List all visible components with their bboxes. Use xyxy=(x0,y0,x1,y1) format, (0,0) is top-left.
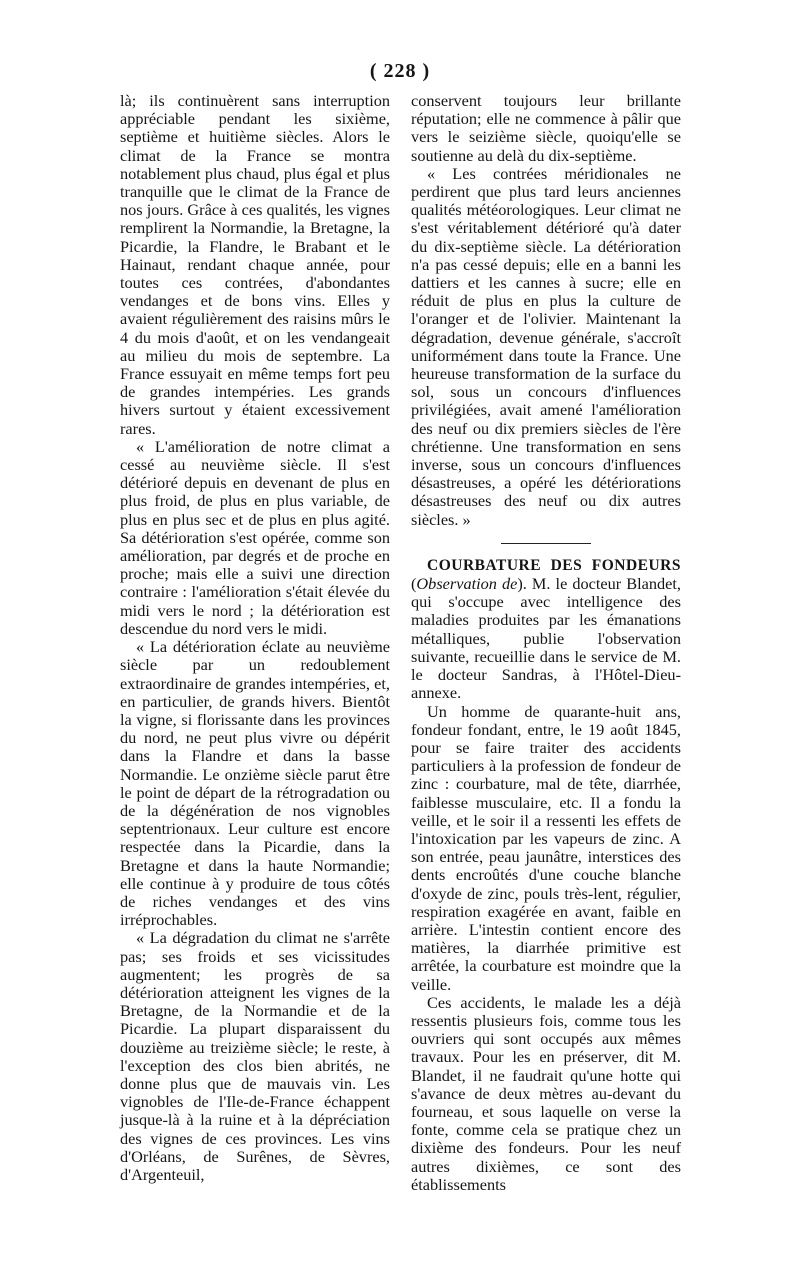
subheading-close: ). xyxy=(517,574,527,594)
paragraph: conservent toujours leur brillante réputation; elle ne commence à pâlir que vers le seizième siècle, quoiqu'elle se soutienne au delà du dix-septième. xyxy=(411,91,681,165)
article-subheading: Observation de xyxy=(416,574,518,594)
left-column xyxy=(120,92,390,1184)
paragraph: « Les contrées méridionales ne perdirent que plus tard leurs anciennes qualités météorologiques. Leur climat ne s'est véritablement détérioré qu'à dater du dix-septième siècle. La détérioration n'a pas cessé depuis; elle en a banni les dattiers et les cannes à sucre; elle en réduit de plus en plus la culture de l'oranger et de l'olivier. Maintenant la dégradation, devenue générale, s'accroît uniformément dans toute la France. Une heureuse transformation de la surface du sol, sous un concours d'influences privilégiées, avait amené l'amélioration des neuf ou dix premiers siècles de l'ère chrétienne. Une transformation en sens inverse, sous un concours d'influences désastreuses, a opéré les détériorations désastreuses des neuf ou dix autres siècles. » xyxy=(411,163,681,529)
right-column xyxy=(411,92,681,1194)
page-number: ( 228 ) xyxy=(369,60,431,82)
paragraph: « L'amélioration de notre climat a cessé au neuvième siècle. Il s'est détérioré depuis en devenant de plus en plus froid, de plus en plus variable, de plus en plus sec et de plus en plus agité. Sa détérioration s'est opérée, comme son amélioration, par degrés et de proche en proche; mais elle a suivi une direction contraire : l'amélioration s'était élevée du midi vers le nord ; la détérioration est descendue du nord vers le midi. xyxy=(120,436,390,638)
paragraph: Ces accidents, le malade les a déjà ressentis plusieurs fois, comme tous les ouvriers qui sont occupés aux mêmes travaux. Pour les en préserver, dit M. Blandet, il ne faudrait qu'une hotte qui s'avance de deux mètres au-devant du fourneau, et sous laquelle on verse la fonte, comme cela se pratique chez un dixième des fondeurs. Pour les neuf autres dixièmes, ce sont des établissements xyxy=(411,992,681,1194)
article-intro-text: M. le docteur Blandet, qui s'occupe avec intelligence des maladies produites par les émanations métalliques, publie l'observation suivante, recueillie dans le service de M. le docteur Sandras, à l'Hôtel-Dieu-annexe. xyxy=(411,574,681,703)
paragraph: là; ils continuèrent sans interruption appréciable pendant les sixième, septième et huitième siècles. Alors le climat de la France se montra notablement plus chaud, plus égal et plus tranquille que le climat de la France de nos jours. Grâce à ces qualités, les vignes remplirent la Normandie, la Bretagne, la Picardie, la Flandre, le Brabant et le Hainaut, rendant chaque année, pour toutes ces contrées, d'abondantes vendanges et de bons vins. Elles y avaient régulièrement des raisins mûrs le 4 du mois d'août, et on les vendangeait au milieu du mois de septembre. La France essuyait en même temps fort peu de grandes intempéries. Les grands hivers surtout y étaient excessivement rares. xyxy=(120,91,390,438)
subheading-open: ( xyxy=(411,574,417,594)
article-intro xyxy=(411,556,681,703)
paragraph: Un homme de quarante-huit ans, fondeur fondant, entre, le 19 août 1845, pour se faire traiter des accidents particuliers à la profession de fondeur de zinc : courbature, mal de tête, diarrhée, faiblesse musculaire, etc. Il a fondu la veille, et le soir il a ressenti les effets de l'intoxication par les vapeurs de zinc. A son entrée, peau jaunâtre, interstices des dents encroûtés d'une couche blanche d'oxyde de zinc, pouls très-lent, régulier, respiration exagérée en avant, faible en arrière. L'intestin contient encore des matières, la diarrhée primitive est arrêtée, la courbature est moindre que la veille. xyxy=(411,701,681,994)
section-divider xyxy=(501,543,591,544)
article-heading: COURBATURE DES FONDEURS xyxy=(427,556,681,574)
paragraph: « La détérioration éclate au neuvième siècle par un redoublement extraordinaire de grandes intempéries, et, en particulier, de grands hivers. Bientôt la vigne, si florissante dans les provinces du nord, ne peut plus vivre ou dépérit dans la Flandre et dans la basse Normandie. Le onzième siècle parut être le point de départ de la rétrogradation ou de la dégénération de nos vignobles septentrionaux. Leur culture est encore respectée dans la Picardie, dans la Bretagne et dans la haute Normandie; elle continue à y produire de tous côtés de riches vendanges et des vins irréprochables. xyxy=(120,637,390,930)
paragraph: « La dégradation du climat ne s'arrête pas; ses froids et ses vicissitudes augmentent; les progrès de sa détérioration atteignent les vignes de la Bretagne, de la Normandie et de la Picardie. La plupart disparaissent du douzième au treizième siècle; le reste, à l'exception des clos bien abrités, ne donne plus que de mauvais vin. Les vignobles de l'Ile-de-France échappent jusque-là à la ruine et à la dépréciation des vignes de ces provinces. Les vins d'Orléans, de Surênes, de Sèvres, d'Argenteuil, xyxy=(120,928,390,1184)
